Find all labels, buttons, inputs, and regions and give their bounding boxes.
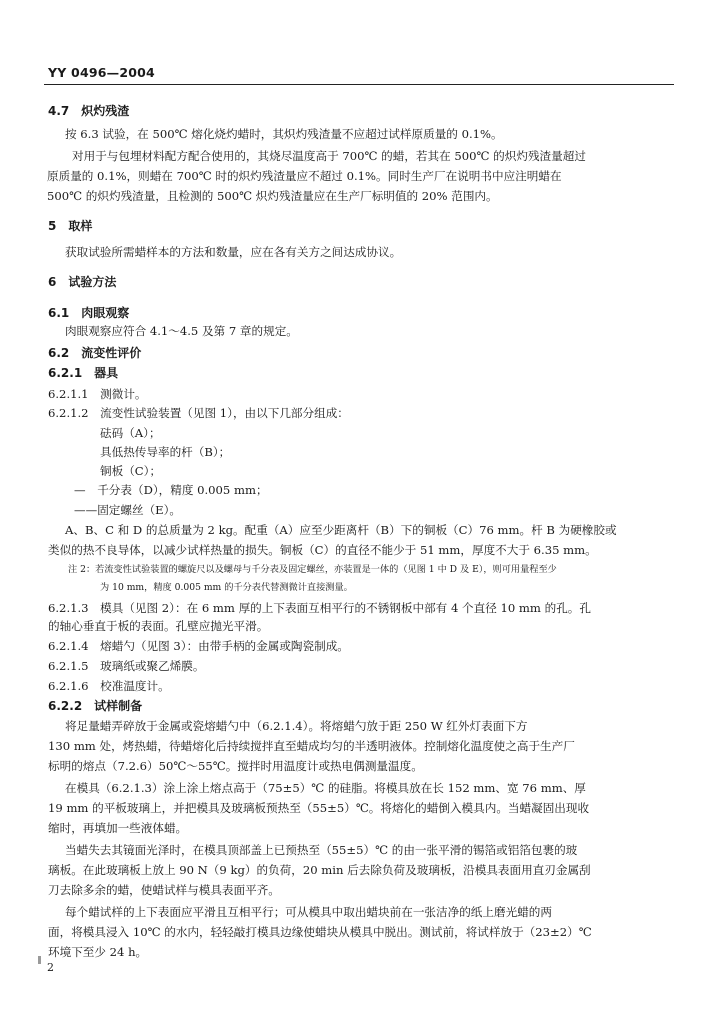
paragraph-line: A、B、C 和 D 的总质量为 2 kg。配重（A）应至少距离杆（B）下的铜板（C）76 mm。杆 B 为硬橡胶或 [65, 523, 617, 537]
paragraph-line: 缩时，再填加一些液体蜡。 [48, 821, 188, 835]
paragraph-line: 的轴心垂直于板的表面。孔壁应抛光平滑。 [48, 619, 269, 633]
list-item: 铜板（C）； [100, 464, 162, 478]
paragraph-line: 肉眼观察应符合 4.1～4.5 及第 7 章的规定。 [65, 324, 298, 338]
list-item: ——固定螺丝（E）。 [74, 503, 182, 517]
clause-6-2-1-4: 6.2.1.4 熔蜡勺（见图 3）：由带手柄的金属或陶瓷制成。 [48, 639, 349, 653]
paragraph-line: 按 6.3 试验，在 500℃ 熔化烧灼蜡时，其炽灼残渣量不应超过试样原质量的 0.1%。 [65, 127, 503, 141]
heading-4-7: 4.7 炽灼残渣 [48, 104, 130, 118]
paragraph-line: 每个蜡试样的上下表面应平滑且互相平行；可从模具中取出蜡块前在一张洁净的纸上磨光蜡的两 [65, 905, 552, 919]
heading-6-1: 6.1 肉眼观察 [48, 306, 130, 320]
note-line: 为 10 mm，精度 0.005 mm 的千分表代替测微计直接测量。 [100, 582, 353, 593]
header-rule [44, 84, 674, 85]
paragraph-line: 当蜡失去其镜面光泽时，在模具顶部盖上已预热至（55±5）℃ 的由一张平滑的锡箔或铝箔包裹的玻 [65, 843, 578, 857]
paragraph-line: 获取试验所需蜡样本的方法和数量，应在各有关方之间达成协议。 [65, 245, 402, 259]
heading-6-2: 6.2 流变性评价 [48, 346, 142, 360]
heading-6-2-1: 6.2.1 器具 [48, 366, 119, 380]
heading-5: 5 取样 [48, 219, 93, 233]
paragraph-line: 500℃ 的炽灼残渣量，且检测的 500℃ 炽灼残渣量应在生产厂标明值的 20% 范围内。 [47, 189, 498, 203]
clause-6-2-1-3: 6.2.1.3 模具（见图 2）：在 6 mm 厚的上下表面互相平行的不锈钢板中部有 4 个直径 10 mm 的孔。孔 [48, 601, 591, 615]
list-item: — 千分表（D），精度 0.005 mm； [74, 483, 268, 497]
heading-6-2-2: 6.2.2 试样制备 [48, 699, 143, 713]
standard-header: YY 0496—2004 [48, 65, 155, 80]
paragraph-line: 在模具（6.2.1.3）涂上涂上熔点高于（75±5）℃ 的硅脂。将模具放在长 152 mm、宽 76 mm、厚 [65, 781, 586, 795]
clause-6-2-1-6: 6.2.1.6 校准温度计。 [48, 679, 170, 693]
paragraph-line: 原质量的 0.1%，则蜡在 700℃ 时的炽灼残渣量应不超过 0.1%。同时生产厂在说明书中应注明蜡在 [47, 169, 562, 183]
paragraph-line: 19 mm 的平板玻璃上，并把模具及玻璃板预热至（55±5）℃。将熔化的蜡倒入模具内。当蜡凝固出现收 [48, 801, 590, 815]
note-line: 注 2：若流变性试验装置的螺旋尺以及螺母与千分表及固定螺丝，亦装置是一体的（见图 1 中 D 及 E），则可用量程至少 [68, 564, 557, 575]
clause-6-2-1-1: 6.2.1.1 测微计。 [48, 387, 147, 401]
paragraph-line: 对用于与包埋材料配方配合使用的，其烧尽温度高于 700℃ 的蜡，若其在 500℃ 的炽灼残渣量超过 [72, 149, 586, 163]
paragraph-line: 将足量蜡弄碎放于金属或瓷熔蜡勺中（6.2.1.4）。将熔蜡勺放于距 250 W 红外灯表面下方 [65, 719, 528, 733]
paragraph-line: 标明的熔点（7.2.6）50℃～55℃。搅拌时用温度计或热电偶测量温度。 [48, 759, 423, 773]
paragraph-line: 璃板。在此玻璃板上放上 90 N（9 kg）的负荷，20 min 后去除负荷及玻璃板，沿模具表面用直刃金属刮 [48, 863, 591, 877]
scan-mark [38, 956, 41, 964]
list-item: 具低热传导率的杆（B）； [100, 445, 231, 459]
heading-6: 6 试验方法 [48, 275, 117, 289]
paragraph-line: 130 mm 处，烤热蜡，待蜡熔化后持续搅拌直至蜡成均匀的半透明液体。控制熔化温度使之高于生产厂 [48, 739, 575, 753]
paragraph-line: 类似的热不良导体，以减少试样热量的损失。铜板（C）的直径不能少于 51 mm，厚度不大于 6.35 mm。 [48, 543, 597, 557]
paragraph-line: 面，将模具浸入 10℃ 的水内，轻轻敲打模具边缘使蜡块从模具中脱出。测试前，将试样放于（23±2）℃ [48, 925, 592, 939]
clause-6-2-1-5: 6.2.1.5 玻璃纸或聚乙烯膜。 [48, 659, 205, 673]
list-item: 砝码（A）； [100, 426, 161, 440]
clause-6-2-1-2: 6.2.1.2 流变性试验装置（见图 1），由以下几部分组成： [48, 406, 349, 420]
paragraph-line: 环境下至少 24 h。 [48, 945, 148, 959]
page-number: 2 [47, 961, 54, 974]
paragraph-line: 刀去除多余的蜡，使蜡试样与模具表面平齐。 [48, 883, 280, 897]
